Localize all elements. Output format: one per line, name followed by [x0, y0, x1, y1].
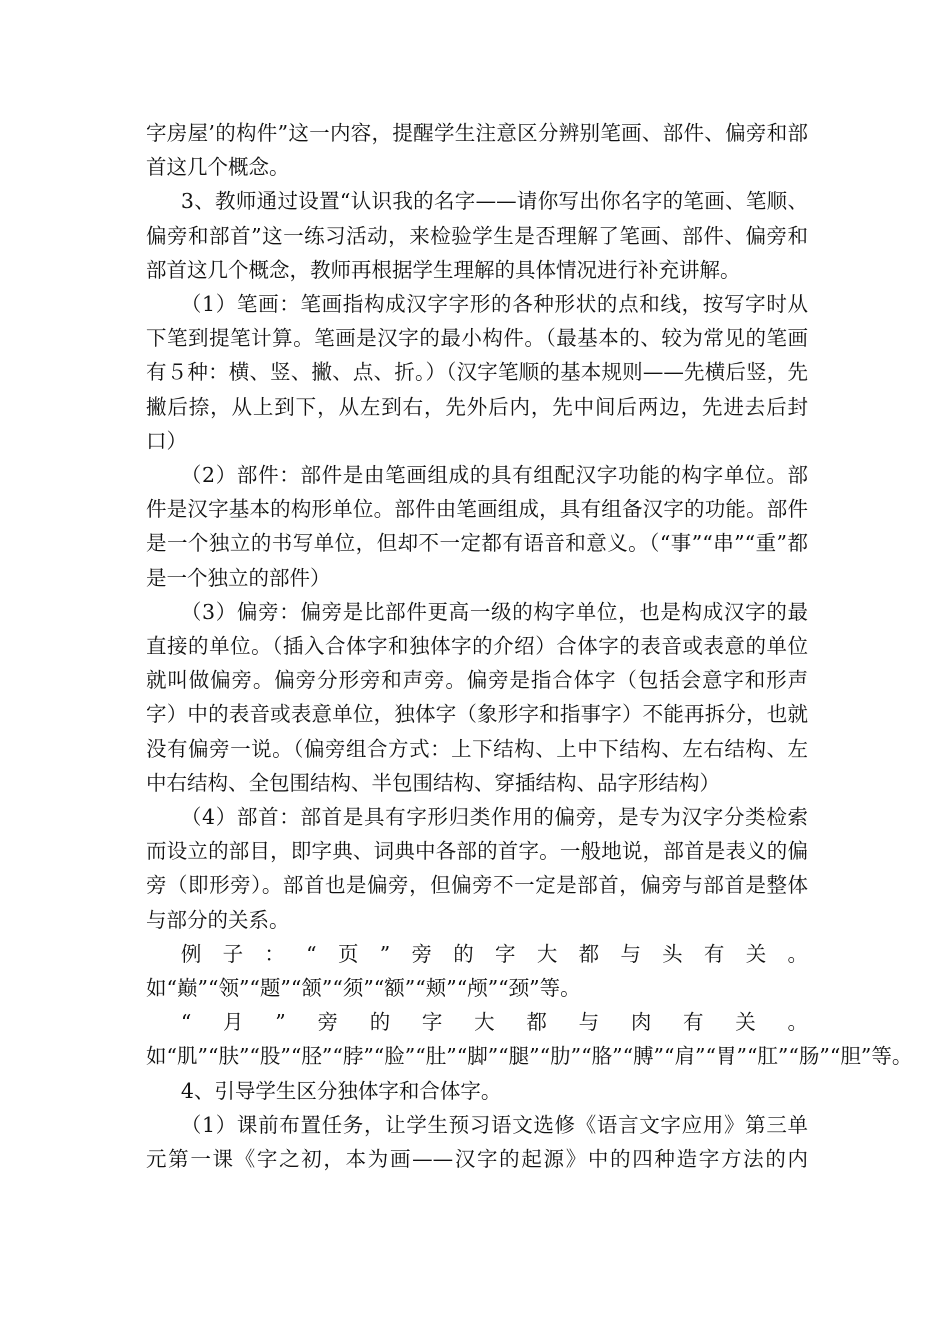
paragraph-6: （4）部首：部首是具有字形归类作用的偏旁，是专为汉字分类检索而设立的部目，即字典、词典中各部的首字。一般地说，部首是表义的偏旁（即形旁）。部首也是偏旁，但偏旁不一定是部首，偏旁与部首是整体与部分的关系。: [146, 805, 808, 932]
paragraph-9: 4、引导学生区分独体字和合体字。: [180, 1078, 502, 1103]
paragraph-7: 例子：“页”旁的字大都与头有关。如“巅”“领”“题”“颔”“须”“额”“颊”“颅”“颈”等。: [146, 941, 808, 1001]
paragraph-4: （2）部件：部件是由笔画组成的具有组配汉字功能的构字单位。部件是汉字基本的构形单位。部件由笔画组成，具有组备汉字的功能。部件是一个独立的书写单位，但却不一定都有语音和意义。（“事”“串”“重”都是一个独立的部件）: [146, 463, 808, 590]
document-page: [146, 116, 913, 1176]
paragraph-1: 字房屋’的构件”这一内容，提醒学生注意区分辨别笔画、部件、偏旁和部首这几个概念。: [146, 121, 808, 180]
paragraph-2: 3、教师通过设置“认识我的名字——请你写出你名字的笔画、笔顺、偏旁和部首”这一练习活动，来检验学生是否理解了笔画、部件、偏旁和部首这几个概念，教师再根据学生理解的具体情况进行补充讲解。: [146, 189, 808, 282]
paragraph-8: “月”旁的字大都与肉有关。如“肌”“肤”“股”“胫”“脖”“脸”“肚”“脚”“腿”“肋”“胳”“膊”“肩”“胃”“肛”“肠”“胆”等。: [146, 1010, 913, 1069]
paragraph-3: （1）笔画：笔画指构成汉字字形的各种形状的点和线，按写字时从下笔到提笔计算。笔画是汉字的最小构件。（最基本的、较为常见的笔画有５种：横、竖、撇、点、折。）（汉字笔顺的基本规则——先横后竖，先撇后捺，从上到下，从左到右，先外后内，先中间后两边，先进去后封口）: [146, 292, 808, 453]
paragraph-10: （1）课前布置任务，让学生预习语文选修《语言文字应用》第三单元第一课《字之初，本为画——汉字的起源》中的四种造字方法的内: [146, 1112, 808, 1172]
paragraph-5: （3）偏旁：偏旁是比部件更高一级的构字单位，也是构成汉字的最直接的单位。（插入合体字和独体字的介绍）合体字的表音或表意的单位就叫做偏旁。偏旁分形旁和声旁。偏旁是指合体字（包括会意字和形声字）中的表音或表意单位，独体字（象形字和指事字）不能再拆分，也就没有偏旁一说。（偏旁组合方式：上下结构、上中下结构、左右结构、左中右结构、全包围结构、半包围结构、穿插结构、品字形结构）: [146, 599, 808, 795]
